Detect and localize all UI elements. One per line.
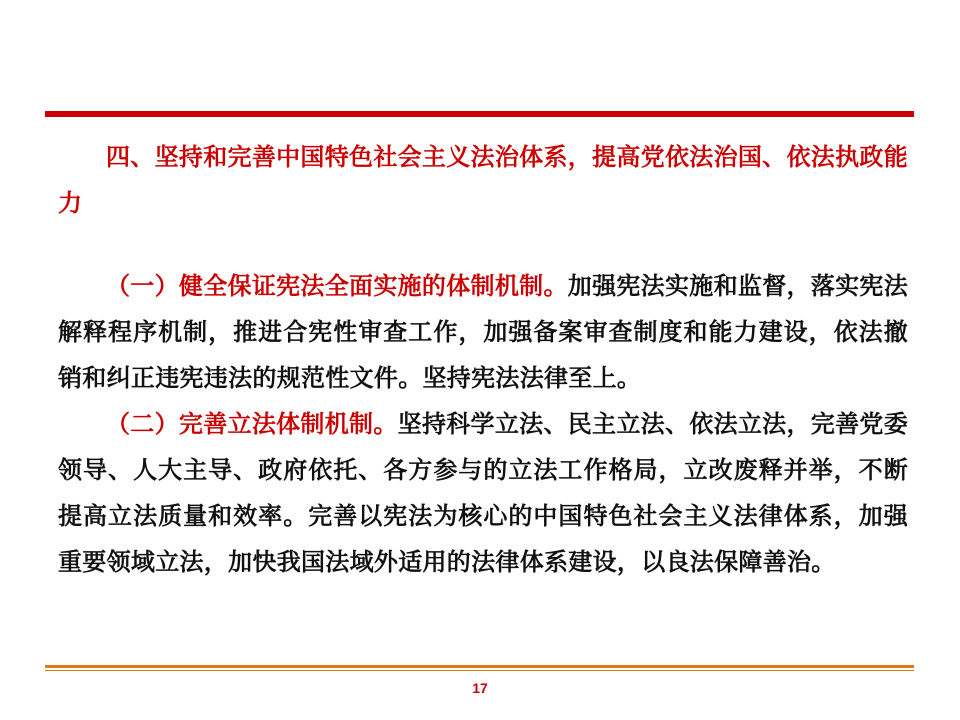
section-heading: 四、坚持和完善中国特色社会主义法治体系，提高党依法治国、依法执政能力 — [58, 143, 908, 217]
page-number: 17 — [472, 680, 488, 696]
top-divider — [45, 111, 914, 117]
paragraph-2-body: 坚持科学立法、民主立法、依法立法，完善党委领导、人大主导、政府依托、各方参与的立法工作格局，立改废释并举，不断提高立法质量和效率。完善以宪法为核心的中国特色社会主义法律体系，加强重要领域立法，加快我国法域外适用的法律体系建设，以良法保障善治。 — [58, 410, 908, 576]
slide-content — [58, 134, 908, 585]
paragraph-2 — [58, 401, 908, 585]
paragraph-1 — [58, 263, 908, 401]
paragraph-2-lead: （二）完善立法体制机制。 — [106, 410, 398, 438]
footer-divider-thin — [45, 670, 914, 671]
footer-divider — [45, 665, 914, 668]
paragraph-1-body: 加强宪法实施和监督，落实宪法解释程序机制，推进合宪性审查工作，加强备案审查制度和能力建设，依法撤销和纠正违宪违法的规范性文件。坚持宪法法律至上。 — [58, 272, 909, 392]
paragraph-1-lead: （一）健全保证宪法全面实施的体制机制。 — [106, 272, 568, 300]
